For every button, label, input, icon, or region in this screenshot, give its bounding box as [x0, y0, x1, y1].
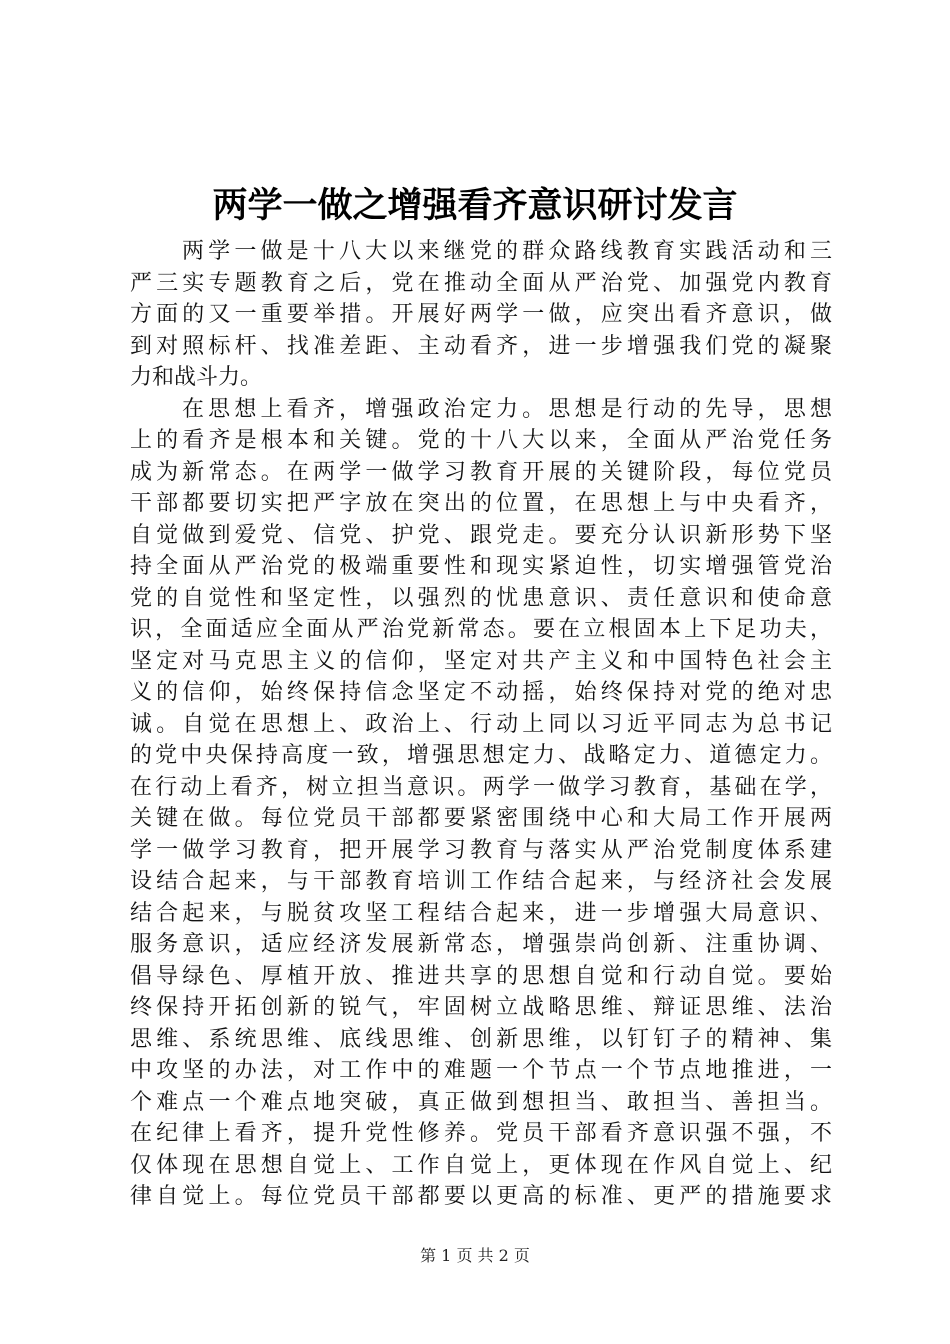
paragraph-line: 在行动上看齐，树立担当意识。两学一做学习教育，基础在学，: [130, 774, 832, 800]
paragraph-line: 倡导绿色、厚植开放、推进共享的思想自觉和行动自觉。要始: [130, 963, 832, 989]
page-number-footer: 第 1 页 共 2 页: [420, 1246, 530, 1265]
paragraph-line: 成为新常态。在两学一做学习教育开展的关键阶段，每位党员: [130, 459, 832, 485]
paragraph-line: 严三实专题教育之后，党在推动全面从严治党、加强党内教育: [130, 270, 832, 296]
paragraph-line: 终保持开拓创新的锐气，牢固树立战略思维、辩证思维、法治: [130, 995, 832, 1020]
paragraph-line: 在纪律上看齐，提升党性修养。党员干部看齐意识强不强，不: [130, 1121, 832, 1146]
paragraph-line: 仅体现在思想自觉上、工作自觉上，更体现在作风自觉上、纪: [130, 1152, 832, 1178]
paragraph-line: 力和战斗力。: [130, 365, 263, 390]
paragraph-line: 自觉做到爱党、信党、护党、跟党走。要充分认识新形势下坚: [130, 522, 832, 548]
paragraph-line: 党的自觉性和坚定性，以强烈的忧患意识、责任意识和使命意: [130, 585, 832, 611]
document-body: [130, 236, 832, 1213]
paragraph-line: 坚定对马克思主义的信仰，坚定对共产主义和中国特色社会主: [130, 648, 832, 674]
paragraph-line: 义的信仰，始终保持信念坚定不动摇，始终保持对党的绝对忠: [130, 680, 832, 705]
paragraph-line: 个难点一个难点地突破，真正做到想担当、敢担当、善担当。: [130, 1089, 832, 1115]
paragraph-line: 学一做学习教育，把开展学习教育与落实从严治党制度体系建: [130, 837, 832, 863]
paragraph-line: 关键在做。每位党员干部都要紧密围绕中心和大局工作开展两: [130, 806, 832, 831]
paragraph-line: 服务意识，适应经济发展新常态，增强崇尚创新、注重协调、: [130, 932, 832, 957]
paragraph-line: 两学一做是十八大以来继党的群众路线教育实践活动和三: [182, 239, 832, 264]
paragraph-line: 设结合起来，与干部教育培训工作结合起来，与经济社会发展: [130, 869, 832, 894]
paragraph-line: 中攻坚的办法，对工作中的难题一个节点一个节点地推进，一: [130, 1058, 832, 1083]
paragraph-line: 思维、系统思维、底线思维、创新思维，以钉钉子的精神、集: [130, 1026, 832, 1052]
paragraph-line: 到对照标杆、找准差距、主动看齐，进一步增强我们党的凝聚: [130, 333, 832, 359]
paragraph-line: 的党中央保持高度一致，增强思想定力、战略定力、道德定力。: [130, 743, 832, 768]
paragraph-line: 方面的又一重要举措。开展好两学一做，应突出看齐意识，做: [130, 302, 832, 327]
document-title: 两学一做之增强看齐意识研讨发言: [212, 185, 738, 226]
paragraph-line: 律自觉上。每位党员干部都要以更高的标准、更严的措施要求: [130, 1184, 832, 1209]
paragraph-line: 上的看齐是根本和关键。党的十八大以来，全面从严治党任务: [130, 428, 832, 453]
paragraph-line: 在思想上看齐，增强政治定力。思想是行动的先导，思想: [182, 396, 832, 422]
paragraph-line: 识，全面适应全面从严治党新常态。要在立根固本上下足功夫，: [130, 617, 832, 642]
paragraph-line: 持全面从严治党的极端重要性和现实紧迫性，切实增强管党治: [130, 554, 832, 579]
paragraph-line: 诚。自觉在思想上、政治上、行动上同以习近平同志为总书记: [130, 711, 832, 737]
paragraph-line: 结合起来，与脱贫攻坚工程结合起来，进一步增强大局意识、: [130, 900, 832, 926]
paragraph-line: 干部都要切实把严字放在突出的位置，在思想上与中央看齐，: [130, 491, 832, 516]
